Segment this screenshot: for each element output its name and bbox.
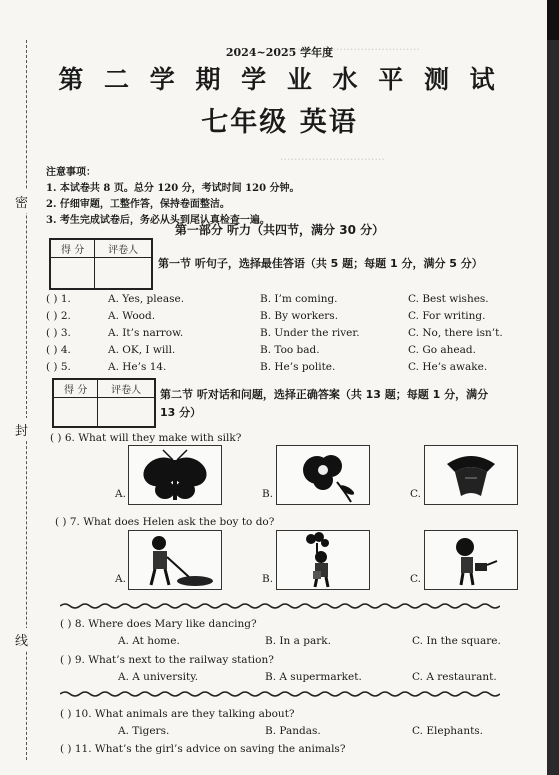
option-b: B. Pandas. [265,725,321,737]
side-mark-seal: 密 [15,190,28,213]
notice-block [46,165,300,229]
question-8: ( ) 8. Where does Mary like dancing? [60,618,257,630]
question-7: ( ) 7. What does Helen ask the boy to do? [55,516,275,528]
bleed-through-text: ........................................ [280,40,420,53]
section2-title: 第二节 听对话和问题，选择正确答案（共 13 题；每题 1 分，满分 [160,388,489,401]
side-mark-line: 线 [15,628,28,651]
score-box [49,238,153,290]
grader-label: 评卷人 [98,380,155,398]
option-c: C. In the square. [412,635,501,647]
option-c: C. A restaurant. [412,671,497,683]
score-label: 得 分 [54,380,98,398]
grader-field[interactable] [98,398,155,427]
option-a: A. It’s narrow. [108,327,184,339]
section1-title: 第一节 听句子，选择最佳答语（共 5 题；每题 1 分，满分 5 分） [158,257,483,270]
option-b: B. In a park. [265,635,331,647]
exam-subtitle: 七年级 英语 [201,107,358,138]
question-9: ( ) 9. What’s next to the railway station? [60,654,274,666]
option-b: B. He’s polite. [260,361,336,373]
option-b-label: B. [262,488,274,500]
option-b: B. I’m coming. [260,293,338,305]
option-b: B. Under the river. [260,327,360,339]
question-number: ( ) 4. [46,344,71,356]
notice-item: 1. 本试卷共 8 页。总分 120 分，考试时间 120 分钟。 [46,183,300,194]
score-label: 得 分 [51,240,95,258]
score-field[interactable] [54,398,98,427]
section2-title-cont: 13 分） [160,406,202,419]
option-b: B. A supermarket. [265,671,362,683]
grader-label: 评卷人 [95,240,152,258]
flower-icon [276,445,370,505]
boy-digging-icon [128,530,222,590]
option-b: B. By workers. [260,310,339,322]
binding-line [26,40,27,760]
notice-heading: 注意事项： [46,167,96,178]
part-title: 第一部分 听力（共四节，满分 30 分） [174,223,385,237]
option-a-label: A. [115,488,126,500]
question-10: ( ) 10. What animals are they talking about? [60,708,295,720]
wave-divider [60,602,500,610]
wave-divider [60,690,500,698]
option-b-label: B. [262,573,274,585]
score-field[interactable] [51,258,95,289]
exam-title: 第 二 学 期 学 业 水 平 测 试 [58,65,501,94]
option-c: C. No, there isn’t. [408,327,503,339]
question-number: ( ) 2. [46,310,71,322]
option-c: C. He’s awake. [408,361,488,373]
option-a: A. Tigers. [118,725,170,737]
option-a-label: A. [115,573,126,585]
girl-watering-icon [424,530,518,590]
option-c-label: C. [410,573,421,585]
option-a: A. Yes, please. [108,293,185,305]
question-number: ( ) 3. [46,327,71,339]
score-box [52,378,156,428]
fan-icon [424,445,518,505]
option-c-label: C. [410,488,421,500]
notice-item: 3. 考生完成试卷后，务必从头到尾认真检查一遍。 [46,215,270,226]
school-year: 2024~2025 学年度 [225,46,334,59]
side-mark-seal: 封 [15,418,28,441]
question-6: ( ) 6. What will they make with silk? [50,432,242,444]
boy-carrying-plant-icon [276,530,370,590]
scan-edge [547,0,559,775]
option-c: C. Best wishes. [408,293,489,305]
option-a: A. A university. [118,671,199,683]
notice-item: 2. 仔细审题，工整作答，保持卷面整洁。 [46,199,230,210]
option-c: C. Go ahead. [408,344,476,356]
butterfly-kite-icon [128,445,222,505]
grader-field[interactable] [95,258,152,289]
question-11: ( ) 11. What’s the girl’s advice on saving the animals? [60,743,346,755]
bleed-through-text: .............................. [280,150,385,163]
option-a: A. At home. [118,635,180,647]
option-b: B. Too bad. [260,344,320,356]
option-a: A. Wood. [108,310,156,322]
option-c: C. Elephants. [412,725,484,737]
option-a: A. He’s 14. [108,361,167,373]
question-number: ( ) 1. [46,293,71,305]
question-number: ( ) 5. [46,361,71,373]
option-c: C. For writing. [408,310,486,322]
option-a: A. OK, I will. [108,344,176,356]
